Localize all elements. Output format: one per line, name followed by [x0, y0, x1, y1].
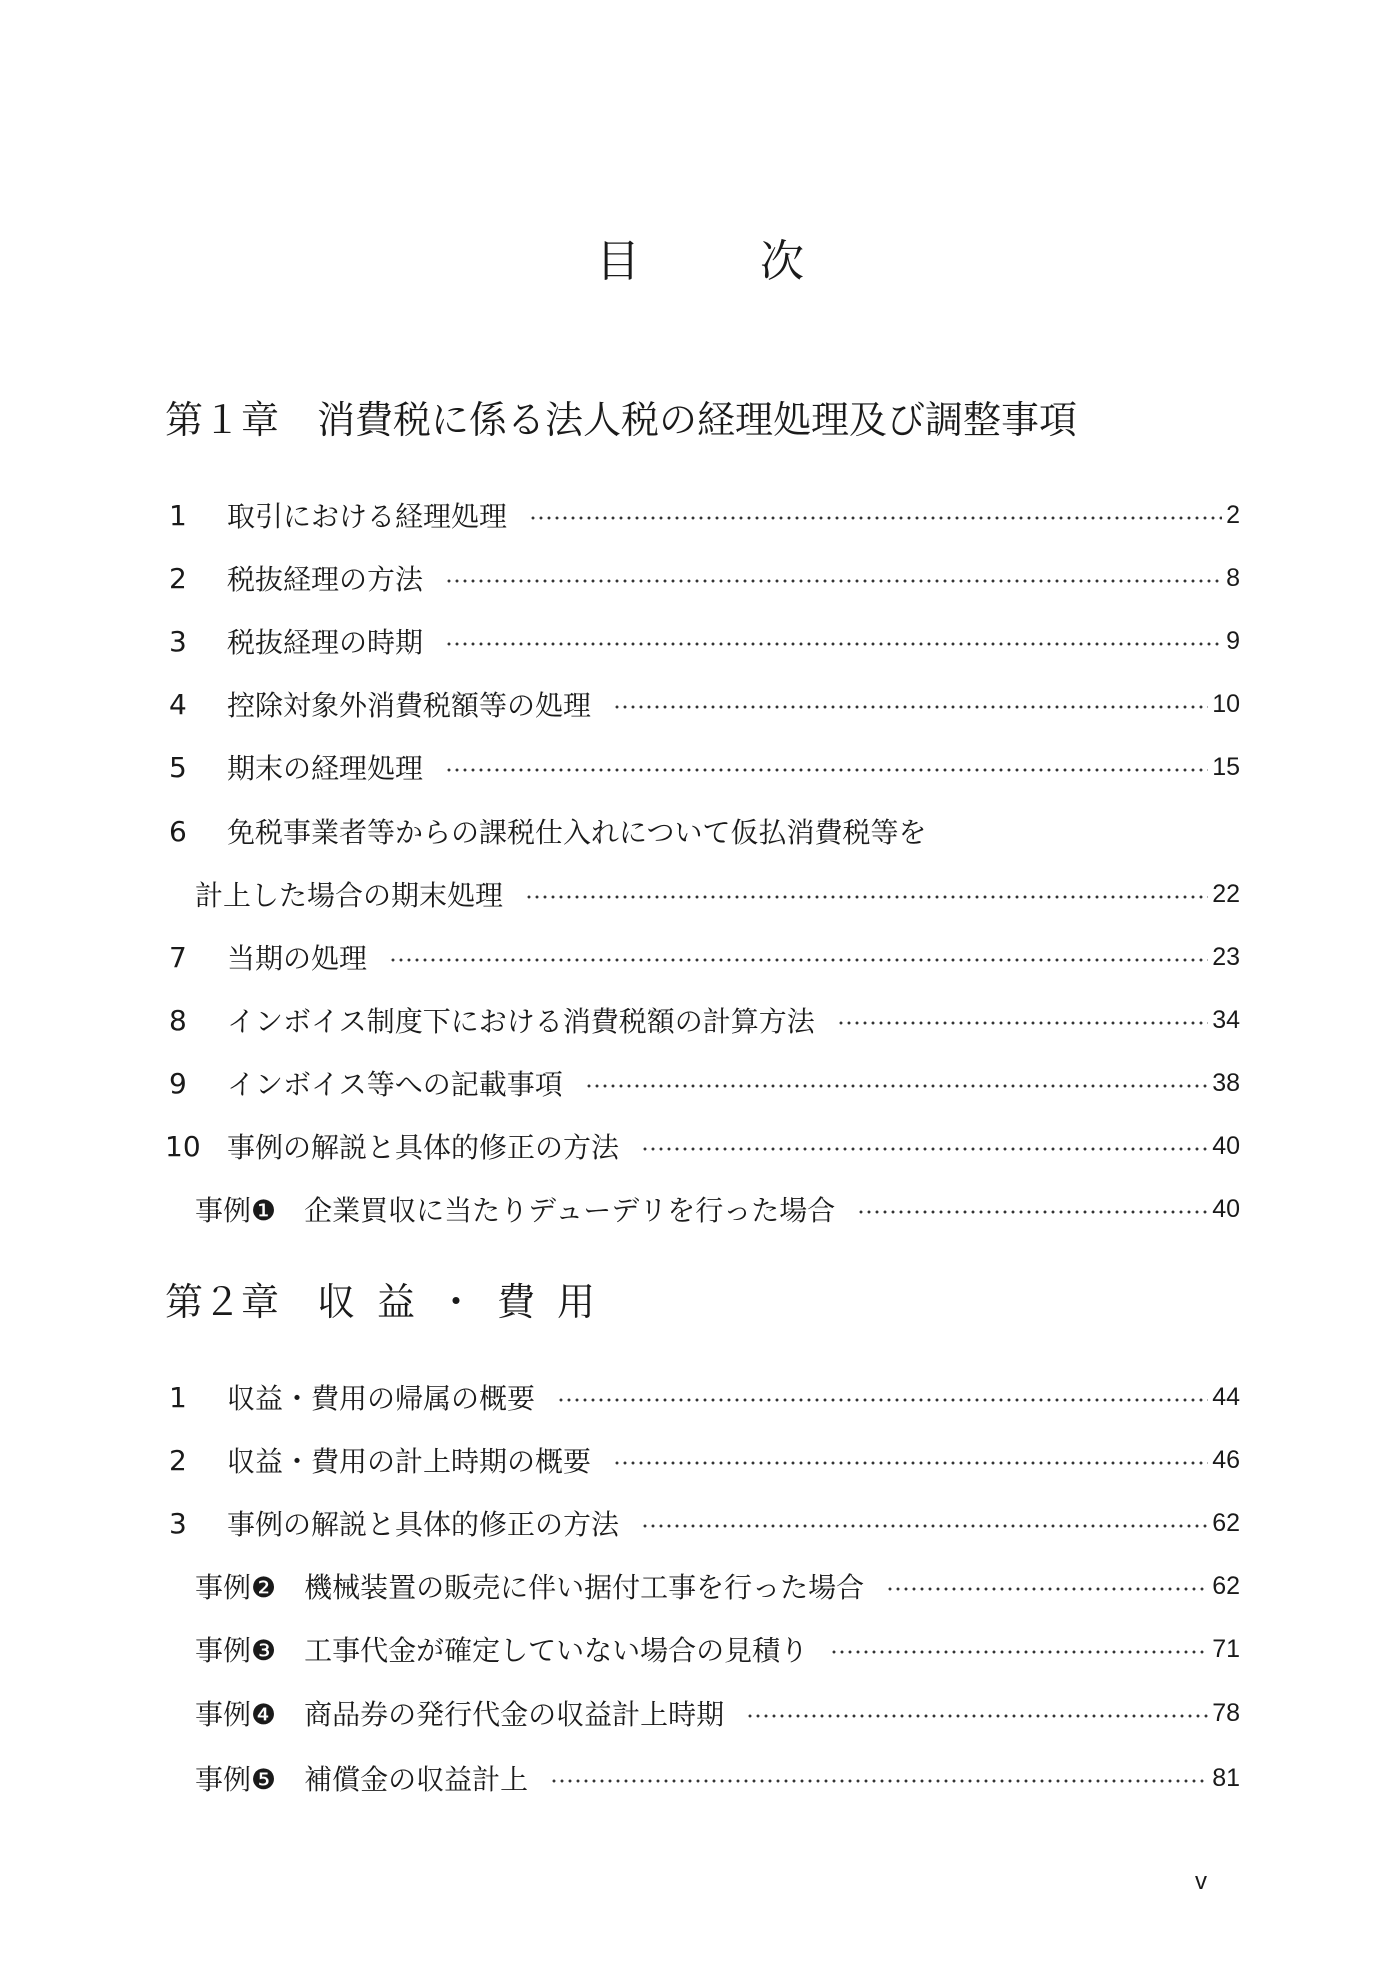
entry-label: 税抜経理の時期: [227, 626, 424, 659]
toc-entry[interactable]: [165, 553, 1240, 603]
case-number: 事例❸: [195, 1634, 277, 1667]
page-title-left: 目: [596, 236, 640, 287]
entry-page: 38: [1212, 1068, 1240, 1097]
entry-page: 2: [1226, 500, 1240, 529]
entry-page: 62: [1212, 1571, 1240, 1600]
chapter-title: 収益・費用: [317, 1280, 618, 1324]
leader-dots: [746, 1714, 1208, 1718]
entry-page: 44: [1212, 1382, 1240, 1411]
toc-case-entry[interactable]: [195, 1184, 1240, 1234]
entry-number: 6: [169, 814, 187, 848]
entry-label: 工事代金が確定していない場合の見積り: [304, 1634, 809, 1667]
toc-entry[interactable]: [165, 806, 1240, 856]
case-number: 事例❺: [195, 1763, 277, 1796]
leader-dots: [613, 1461, 1208, 1465]
entry-page: 40: [1212, 1194, 1240, 1223]
leader-dots: [445, 642, 1222, 646]
entry-page: 8: [1226, 563, 1240, 592]
entry-page: 34: [1212, 1005, 1240, 1034]
toc-entry[interactable]: [165, 742, 1240, 792]
entry-page: 78: [1212, 1698, 1240, 1727]
toc-case-entry[interactable]: [195, 1753, 1240, 1803]
toc-entry[interactable]: [165, 932, 1240, 982]
entry-label: 取引における経理処理: [227, 500, 508, 533]
toc-entry[interactable]: [165, 1058, 1240, 1108]
entry-label: 収益・費用の計上時期の概要: [227, 1445, 592, 1478]
entry-number: 1: [169, 1380, 187, 1414]
leader-dots: [585, 1084, 1208, 1088]
entry-page: 62: [1212, 1508, 1240, 1537]
entry-label: 免税事業者等からの課税仕入れについて仮払消費税等を: [227, 816, 927, 849]
toc-case-entry[interactable]: [195, 1624, 1240, 1674]
entry-label: 企業買収に当たりデューデリを行った場合: [304, 1194, 836, 1227]
leader-dots: [641, 1524, 1208, 1528]
toc-entry[interactable]: [165, 679, 1240, 729]
entry-page: 81: [1212, 1763, 1240, 1792]
leader-dots: [389, 958, 1208, 962]
entry-number: 2: [169, 1443, 187, 1477]
leader-dots: [529, 516, 1222, 520]
toc-entry[interactable]: [165, 616, 1240, 666]
entry-label: 計上した場合の期末処理: [195, 879, 504, 912]
entry-number: 3: [169, 1506, 187, 1540]
chapter-number: 第２章: [165, 1280, 280, 1324]
toc-entry[interactable]: [165, 1435, 1240, 1485]
case-number: 事例❶: [195, 1194, 277, 1227]
entry-page: 9: [1226, 626, 1240, 655]
page-title: [0, 232, 1400, 292]
leader-dots: [613, 705, 1208, 709]
chapter-heading-1: [165, 392, 1265, 448]
entry-label: 商品券の発行代金の収益計上時期: [304, 1698, 725, 1731]
entry-label: 事例の解説と具体的修正の方法: [227, 1508, 620, 1541]
case-number: 事例❹: [195, 1698, 277, 1731]
page-title-right: 次: [760, 236, 804, 287]
entry-page: 46: [1212, 1445, 1240, 1474]
toc-case-entry[interactable]: [195, 1561, 1240, 1611]
entry-number: 5: [169, 750, 187, 784]
leader-dots: [837, 1021, 1208, 1025]
entry-page: 10: [1212, 689, 1240, 718]
entry-label: 当期の処理: [227, 942, 368, 975]
entry-label: 税抜経理の方法: [227, 563, 424, 596]
page-number: v: [1195, 1868, 1207, 1895]
entry-label: 補償金の収益計上: [304, 1763, 529, 1796]
toc-entry[interactable]: [165, 1121, 1240, 1171]
toc-case-entry[interactable]: [195, 1688, 1240, 1738]
entry-label: 機械装置の販売に伴い据付工事を行った場合: [304, 1571, 865, 1604]
leader-dots: [641, 1147, 1208, 1151]
toc-entry[interactable]: [165, 1498, 1240, 1548]
entry-label: 収益・費用の帰属の概要: [227, 1382, 536, 1415]
toc-entry[interactable]: [165, 1372, 1240, 1422]
entry-label: インボイス制度下における消費税額の計算方法: [227, 1005, 815, 1038]
toc-entry-continuation[interactable]: [195, 869, 1240, 919]
entry-page: 71: [1212, 1634, 1240, 1663]
leader-dots: [525, 895, 1208, 899]
entry-number: 3: [169, 624, 187, 658]
entry-number: 2: [169, 561, 187, 595]
entry-number: 8: [169, 1003, 187, 1037]
toc-entry[interactable]: [165, 490, 1240, 540]
entry-number: 4: [169, 687, 187, 721]
toc-entry[interactable]: [165, 995, 1240, 1045]
entry-page: 22: [1212, 879, 1240, 908]
entry-label: 期末の経理処理: [227, 752, 424, 785]
chapter-number: 第１章: [165, 398, 280, 442]
entry-label: 控除対象外消費税額等の処理: [227, 689, 592, 722]
entry-number: 1: [169, 498, 187, 532]
entry-label: 事例の解説と具体的修正の方法: [227, 1131, 620, 1164]
leader-dots: [830, 1650, 1208, 1654]
leader-dots: [550, 1779, 1208, 1783]
case-number: 事例❷: [195, 1571, 277, 1604]
leader-dots: [886, 1587, 1208, 1591]
chapter-title: 消費税に係る法人税の経理処理及び調整事項: [317, 398, 1078, 442]
entry-number: 9: [169, 1066, 187, 1100]
leader-dots: [445, 768, 1208, 772]
leader-dots: [857, 1210, 1208, 1214]
entry-number: 10: [165, 1129, 201, 1163]
leader-dots: [557, 1398, 1208, 1402]
leader-dots: [445, 579, 1222, 583]
chapter-heading-2: [165, 1274, 1265, 1330]
entry-page: 23: [1212, 942, 1240, 971]
entry-page: 40: [1212, 1131, 1240, 1160]
entry-number: 7: [169, 940, 187, 974]
entry-label: インボイス等への記載事項: [227, 1068, 563, 1101]
entry-page: 15: [1212, 752, 1240, 781]
